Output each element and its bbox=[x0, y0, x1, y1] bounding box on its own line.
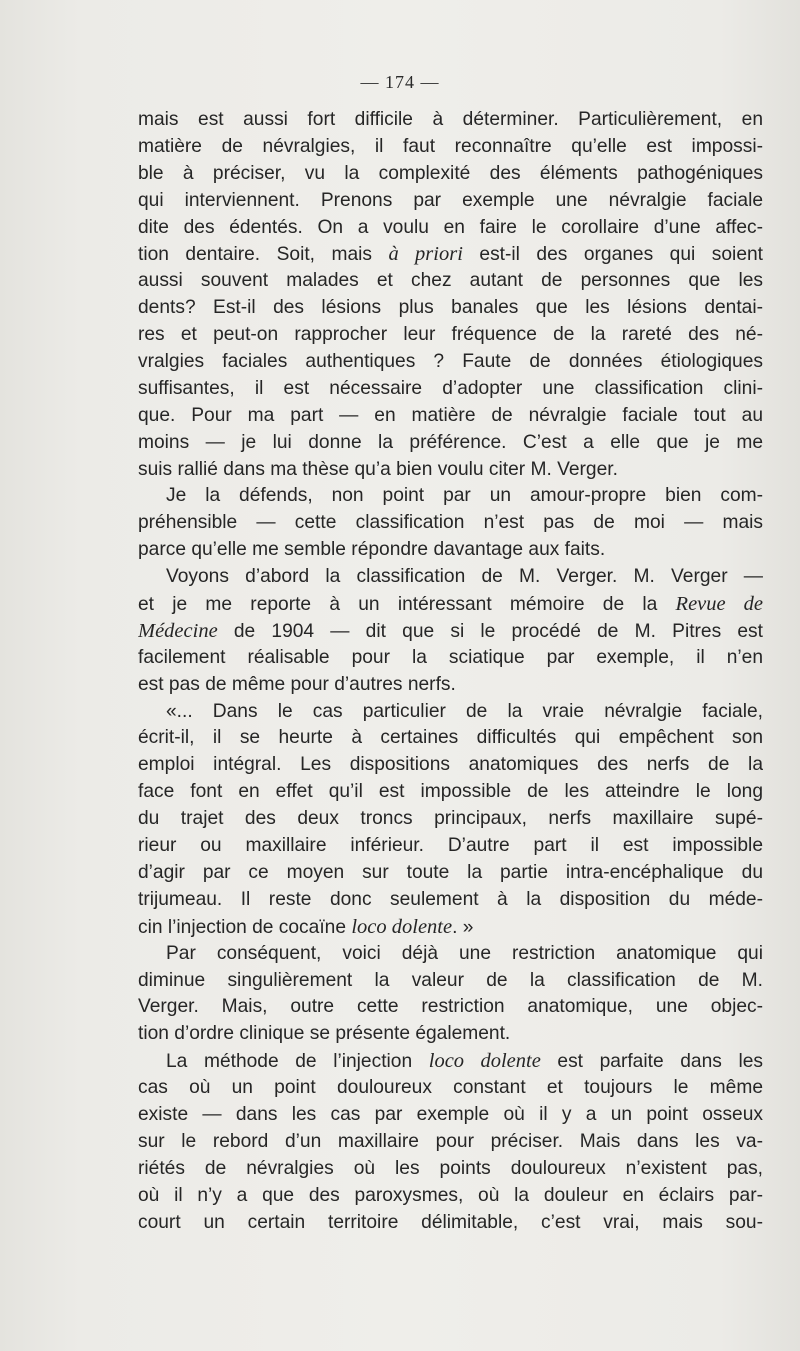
italic-phrase: Médecine bbox=[138, 619, 218, 642]
text-line bbox=[138, 1102, 763, 1129]
text-segment: ble à préciser, vu la complexité des éléments pathogéniques bbox=[138, 162, 763, 184]
text-line bbox=[138, 618, 763, 645]
text-line bbox=[138, 564, 763, 591]
text-line bbox=[138, 376, 763, 403]
text-line bbox=[138, 161, 763, 188]
text-line bbox=[138, 833, 763, 860]
text-segment: parce qu’elle me semble répondre davantage aux faits. bbox=[138, 539, 606, 561]
text-line bbox=[138, 537, 763, 564]
text-segment: tion d’ordre clinique se présente également. bbox=[138, 1023, 511, 1045]
text-segment: cin l’injection de cocaïne bbox=[138, 916, 352, 938]
text-line bbox=[138, 725, 763, 752]
text-segment: Verger. Mais, outre cette restriction anatomique, une objec- bbox=[138, 996, 763, 1018]
text-segment: Je la défends, non point par un amour-propre bien com- bbox=[166, 485, 763, 507]
text-segment: qui interviennent. Prenons par exemple une névralgie faciale bbox=[138, 189, 763, 211]
text-segment: et je me reporte à un intéressant mémoire de la bbox=[138, 594, 676, 616]
text-segment: emploi intégral. Les dispositions anatomiques des nerfs de la bbox=[138, 754, 763, 776]
text-segment: La méthode de l’injection bbox=[166, 1051, 429, 1073]
text-segment: rieur ou maxillaire inférieur. D’autre part il est impossible bbox=[138, 835, 763, 857]
text-line bbox=[138, 349, 763, 376]
italic-phrase: Revue de bbox=[675, 593, 763, 616]
text-line bbox=[138, 241, 763, 268]
text-segment: dite des édentés. On a voulu en faire le corollaire d’une affec- bbox=[138, 216, 763, 238]
text-line bbox=[138, 806, 763, 833]
italic-phrase: à priori bbox=[388, 243, 463, 266]
text-line bbox=[138, 215, 763, 242]
text-segment: tion dentaire. Soit, mais bbox=[138, 244, 389, 266]
text-segment: est pas de même pour d’autres nerfs. bbox=[138, 673, 456, 695]
text-segment: Par conséquent, voici déjà une restriction anatomique qui bbox=[166, 942, 763, 964]
text-segment: est-il des organes qui soient bbox=[462, 244, 763, 266]
text-line bbox=[138, 510, 763, 537]
text-segment: diminue singulièrement la valeur de la classification de M. bbox=[138, 969, 763, 991]
text-segment: écrit-il, il se heurte à certaines difficultés qui empêchent son bbox=[138, 727, 763, 749]
text-line bbox=[138, 430, 763, 457]
text-line bbox=[138, 1183, 763, 1210]
text-segment: suffisantes, il est nécessaire d’adopter une classification clini- bbox=[138, 377, 763, 399]
text-line bbox=[138, 645, 763, 672]
text-line bbox=[138, 134, 763, 161]
text-line bbox=[138, 295, 763, 322]
text-segment: suis rallié dans ma thèse qu’a bien voulu citer M. Verger. bbox=[138, 458, 618, 480]
text-line bbox=[138, 779, 763, 806]
text-segment: res et peut-on rapprocher leur fréquence de la rareté des né- bbox=[138, 324, 763, 346]
italic-phrase: loco dolente bbox=[351, 915, 453, 938]
text-segment: où il n’y a que des paroxysmes, où la douleur en éclairs par- bbox=[138, 1184, 763, 1206]
text-line bbox=[138, 1129, 763, 1156]
text-line bbox=[138, 403, 763, 430]
text-line bbox=[138, 268, 763, 295]
text-segment: préhensible — cette classification n’est pas de moi — mais bbox=[138, 512, 763, 534]
italic-phrase: loco dolente bbox=[428, 1050, 541, 1073]
text-line bbox=[138, 322, 763, 349]
text-segment: sur le rebord d’un maxillaire pour préciser. Mais dans les va- bbox=[138, 1130, 763, 1152]
text-line bbox=[138, 457, 763, 484]
text-segment: court un certain territoire délimitable, c’est vrai, mais sou- bbox=[138, 1211, 763, 1233]
text-segment: d’agir par ce moyen sur toute la partie intra-encéphalique du bbox=[138, 861, 763, 883]
text-segment: du trajet des deux troncs principaux, nerfs maxillaire supé- bbox=[138, 808, 763, 830]
text-segment: moins — je lui donne la préférence. C’est a elle que je me bbox=[138, 431, 763, 453]
text-line bbox=[138, 1075, 763, 1102]
text-segment: mais est aussi fort difficile à déterminer. Particulièrement, en bbox=[138, 109, 763, 130]
text-line bbox=[138, 968, 763, 995]
text-segment: «... Dans le cas particulier de la vraie névralgie faciale, bbox=[166, 700, 763, 722]
text-segment: face font en effet qu’il est impossible de les atteindre le long bbox=[138, 781, 763, 803]
text-line bbox=[138, 1021, 763, 1048]
text-line bbox=[138, 994, 763, 1021]
text-line bbox=[138, 752, 763, 779]
text-line bbox=[138, 107, 763, 134]
text-line bbox=[138, 188, 763, 215]
text-line bbox=[138, 1048, 763, 1075]
text-line bbox=[138, 860, 763, 887]
text-segment: riétés de névralgies où les points douloureux n’existent pas, bbox=[138, 1157, 763, 1179]
page-number: — 174 — bbox=[360, 72, 440, 92]
text-line bbox=[138, 1210, 763, 1237]
text-line bbox=[138, 1156, 763, 1183]
text-segment: aussi souvent malades et chez autant de personnes que les bbox=[138, 270, 763, 292]
text-segment: facilement réalisable pour la sciatique par exemple, il n’en bbox=[138, 646, 763, 668]
text-segment: trijumeau. Il reste donc seulement à la disposition du méde- bbox=[138, 888, 763, 910]
text-line bbox=[138, 914, 763, 941]
text-line bbox=[138, 941, 763, 968]
text-segment: que. Pour ma part — en matière de névralgie faciale tout au bbox=[138, 404, 763, 426]
text-segment: matière de névralgies, il faut reconnaître qu’elle est impossi- bbox=[138, 135, 763, 157]
text-segment: cas où un point douloureux constant et toujours le même bbox=[138, 1077, 763, 1099]
text-line bbox=[138, 887, 763, 914]
text-segment: dents? Est-il des lésions plus banales que les lésions dentai- bbox=[138, 297, 763, 319]
body-text bbox=[138, 107, 763, 1236]
text-line bbox=[138, 483, 763, 510]
text-segment: de 1904 — dit que si le procédé de M. Pitres est bbox=[217, 620, 763, 642]
text-segment: Voyons d’abord la classification de M. Verger. M. Verger — bbox=[166, 566, 763, 588]
text-segment: vralgies faciales authentiques ? Faute de données étiologiques bbox=[138, 351, 763, 373]
text-segment: existe — dans les cas par exemple où il y a un point osseux bbox=[138, 1103, 763, 1125]
text-segment: est parfaite dans les bbox=[540, 1051, 763, 1073]
text-segment: . » bbox=[452, 916, 474, 938]
text-line bbox=[138, 699, 763, 726]
text-line bbox=[138, 591, 763, 618]
text-line bbox=[138, 672, 763, 699]
